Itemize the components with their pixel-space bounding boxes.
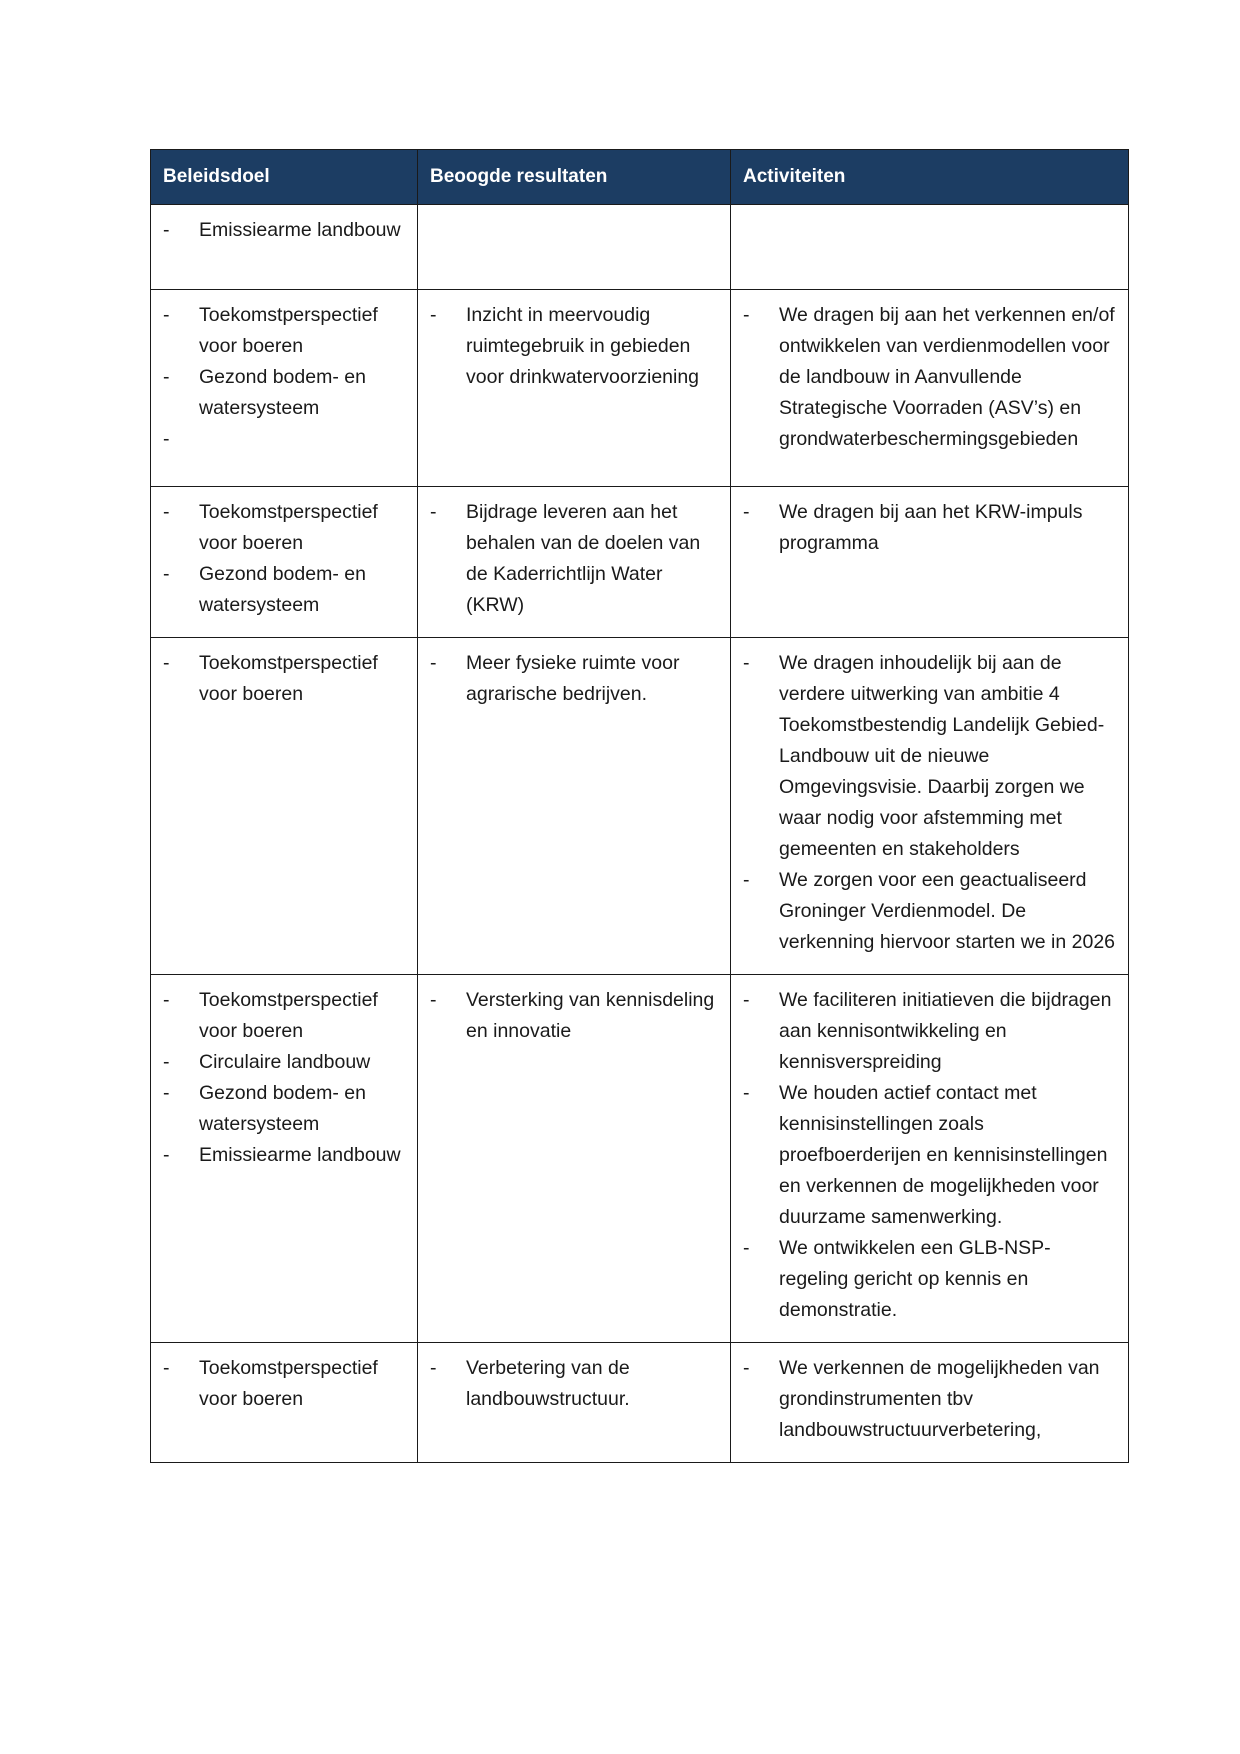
dash-bullet-icon: - [743,652,750,674]
dash-bullet-icon: - [743,1357,750,1379]
list-item [161,424,407,455]
dash-bullet-icon: - [430,989,437,1011]
activiteiten-cell [731,1343,1129,1463]
bullet-list [741,985,1118,1326]
table-row [151,290,1129,487]
list-item-text: We ontwikkelen een GLB-NSP-regeling gericht op kennis en demonstratie. [779,1237,1051,1321]
list-item-text: Toekomstperspectief voor boeren [199,304,378,357]
list-item [741,865,1118,958]
list-item-text: Toekomstperspectief voor boeren [199,989,378,1042]
policy-table [150,149,1129,1463]
activiteiten-cell [731,205,1129,290]
dash-bullet-icon: - [743,304,750,326]
list-item-text: Gezond bodem- en watersysteem [199,1082,366,1135]
dash-bullet-icon: - [430,652,437,674]
header-beoogde-resultaten: Beoogde resultaten [418,150,731,205]
list-item-text: Gezond bodem- en watersysteem [199,563,366,616]
dash-bullet-icon: - [163,989,170,1011]
activiteiten-cell [731,487,1129,638]
list-item [428,497,720,621]
dash-bullet-icon: - [163,1144,170,1166]
list-item [741,300,1118,455]
dash-bullet-icon: - [743,501,750,523]
bullet-list [428,1353,720,1415]
resultaten-cell [418,290,731,487]
list-item [161,1047,407,1078]
list-item [741,648,1118,865]
bullet-list [161,648,407,710]
list-item [161,559,407,621]
list-item-text: Inzicht in meervoudig ruimtegebruik in gebieden voor drinkwatervoorziening [466,304,700,388]
table-row [151,487,1129,638]
list-item-text: Versterking van kennisdeling en innovatie [466,989,715,1042]
list-item [741,497,1118,559]
list-item-text: Emissiearme landbouw [199,219,401,241]
bullet-list [741,648,1118,958]
list-item [428,300,720,393]
header-beleidsdoel: Beleidsdoel [151,150,418,205]
bullet-list [428,648,720,710]
resultaten-cell [418,205,731,290]
resultaten-cell [418,487,731,638]
dash-bullet-icon: - [163,652,170,674]
list-item [161,215,407,246]
activiteiten-cell [731,638,1129,975]
list-item [161,1078,407,1140]
dash-bullet-icon: - [743,1082,750,1104]
list-item [161,362,407,424]
table-row [151,975,1129,1343]
list-item-text: We zorgen voor een geactualiseerd Groninger Verdienmodel. De verkenning hiervoor starten we in 2026 [779,869,1116,953]
bullet-list [741,300,1118,455]
list-item-text: Verbetering van de landbouwstructuur. [466,1357,630,1410]
list-item [741,1078,1118,1233]
list-item-text: Circulaire landbouw [199,1051,371,1073]
dash-bullet-icon: - [163,1051,170,1073]
dash-bullet-icon: - [743,1237,750,1259]
list-item-text: We dragen bij aan het KRW-impuls programma [779,501,1083,554]
beleidsdoel-cell [151,205,418,290]
table-row [151,638,1129,975]
resultaten-cell [418,1343,731,1463]
list-item-text: We faciliteren initiatieven die bijdragen aan kennisontwikkeling en kennisverspreiding [779,989,1112,1073]
activiteiten-cell [731,975,1129,1343]
list-item [741,1233,1118,1326]
dash-bullet-icon: - [163,563,170,585]
bullet-list [428,985,720,1047]
list-item [161,300,407,362]
list-item [161,497,407,559]
resultaten-cell [418,975,731,1343]
dash-bullet-icon: - [163,428,170,450]
list-item-text: We houden actief contact met kennisinstellingen zoals proefboerderijen en kennisinstellingen en verkennen de mogelijkheden voor duurzame samenwerking. [779,1082,1108,1228]
dash-bullet-icon: - [163,304,170,326]
list-item-text: Toekomstperspectief voor boeren [199,1357,378,1410]
dash-bullet-icon: - [163,366,170,388]
beleidsdoel-cell [151,638,418,975]
list-item [428,985,720,1047]
bullet-list [741,1353,1118,1446]
dash-bullet-icon: - [743,869,750,891]
dash-bullet-icon: - [430,304,437,326]
header-activiteiten: Activiteiten [731,150,1129,205]
list-item-text: We dragen inhoudelijk bij aan de verdere uitwerking van ambitie 4 Toekomstbestendig Landelijk Gebied-Landbouw uit de nieuwe Omgevingsvisie. Daarbij zorgen we waar nodig voor afstemming met gemeenten en stakeholders [779,652,1105,860]
list-item-text: Bijdrage leveren aan het behalen van de doelen van de Kaderrichtlijn Water (KRW) [466,501,701,616]
list-item [161,1140,407,1171]
beleidsdoel-cell [151,290,418,487]
bullet-list [428,300,720,393]
list-item [428,1353,720,1415]
bullet-list [161,985,407,1171]
table-row [151,205,1129,290]
bullet-list [161,497,407,621]
table-body [151,205,1129,1463]
dash-bullet-icon: - [430,501,437,523]
list-item-text: Toekomstperspectief voor boeren [199,501,378,554]
dash-bullet-icon: - [163,1357,170,1379]
bullet-list [741,497,1118,559]
table-row [151,1343,1129,1463]
list-item [741,985,1118,1078]
list-item [161,648,407,710]
bullet-list [161,300,407,455]
beleidsdoel-cell [151,1343,418,1463]
list-item [741,1353,1118,1446]
list-item [428,648,720,710]
list-item-text: Gezond bodem- en watersysteem [199,366,366,419]
dash-bullet-icon: - [163,1082,170,1104]
resultaten-cell [418,638,731,975]
bullet-list [161,215,407,246]
list-item-text: We dragen bij aan het verkennen en/of ontwikkelen van verdienmodellen voor de landbouw in Aanvullende Strategische Voorraden (ASV’s) en grondwaterbeschermingsgebieden [779,304,1115,450]
bullet-list [428,497,720,621]
bullet-list [161,1353,407,1415]
list-item-text: Toekomstperspectief voor boeren [199,652,378,705]
dash-bullet-icon: - [163,219,170,241]
list-item-text: Emissiearme landbouw [199,1144,401,1166]
dash-bullet-icon: - [430,1357,437,1379]
list-item-text: We verkennen de mogelijkheden van grondinstrumenten tbv landbouwstructuurverbetering, [779,1357,1100,1441]
activiteiten-cell [731,290,1129,487]
beleidsdoel-cell [151,487,418,638]
list-item [161,1353,407,1415]
beleidsdoel-cell [151,975,418,1343]
list-item [161,985,407,1047]
list-item-text: Meer fysieke ruimte voor agrarische bedrijven. [466,652,680,705]
table-header [151,150,1129,205]
dash-bullet-icon: - [743,989,750,1011]
dash-bullet-icon: - [163,501,170,523]
